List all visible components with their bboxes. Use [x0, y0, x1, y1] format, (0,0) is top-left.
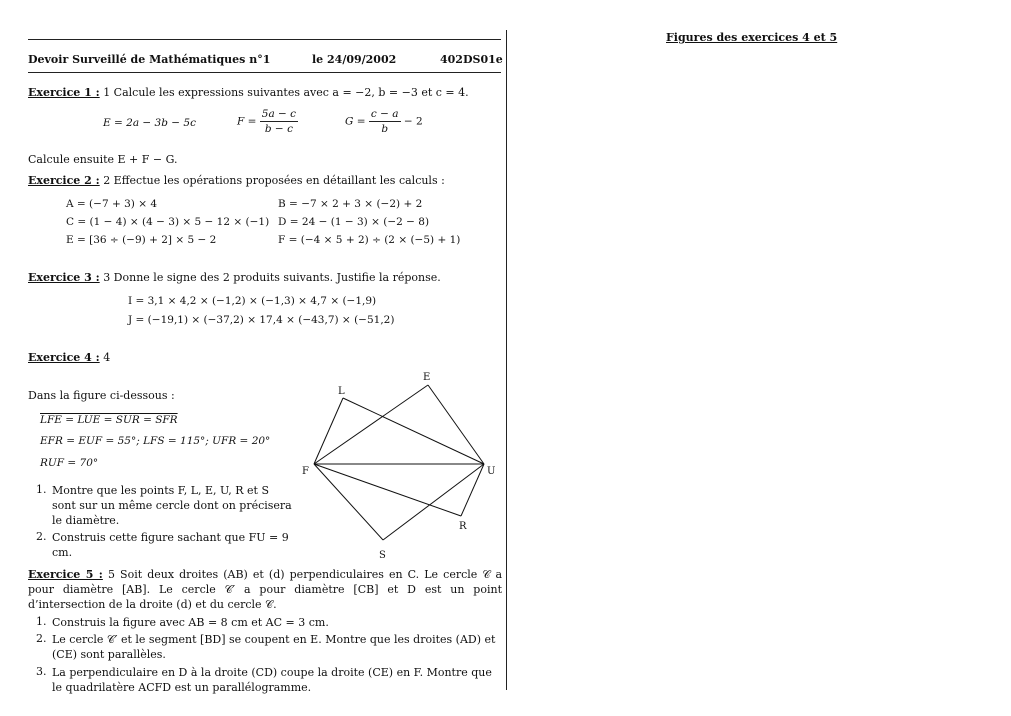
- ex3-label: Exercice 3 :: [28, 271, 100, 284]
- ex5-item-num-1: 1.: [36, 615, 47, 628]
- ex2-D: D = 24 − (1 − 3) × (−2 − 8): [278, 216, 430, 228]
- ex5-text: 5 Soit deux droites (AB) et (d) perpendiculaires en C. Le cercle 𝒞 a pour diamètre [AB]. Le cercle 𝒞′ a pour diamètre [CB] et D est un point d’intersection de la droite (d) et du cercle 𝒞.: [28, 568, 503, 611]
- ex4-item-num-2: 2.: [36, 530, 47, 543]
- ex5-item-1: Construis la figure avec AB = 8 cm et AC = 3 cm.: [52, 616, 329, 629]
- segment-F-S: [314, 464, 383, 540]
- ex1-F-lhs: F =: [237, 115, 257, 128]
- ex5-item-num-3: 3.: [36, 665, 47, 678]
- ex1-G-denominator: b: [381, 123, 389, 135]
- ex1-F-fraction: [260, 107, 298, 136]
- ex1-F-numerator: 5a − c: [261, 108, 297, 120]
- ex4-intro: Dans la figure ci-dessous :: [28, 389, 175, 402]
- ex2-text: 2 Effectue les opérations proposées en détaillant les calculs :: [103, 174, 445, 187]
- ex1-G-tail: − 2: [403, 115, 423, 128]
- ex4-item-num-1: 1.: [36, 483, 47, 496]
- ex5-label: Exercice 5 :: [28, 568, 103, 581]
- header-bottom-rule: [28, 72, 501, 73]
- ex3-I: I = 3,1 × 4,2 × (−1,2) × (−1,3) × 4,7 × (−1,9): [128, 295, 377, 307]
- ex2-E: E = [36 ÷ (−9) + 2] × 5 − 2: [66, 234, 217, 246]
- point-label-F: F: [302, 466, 309, 477]
- header-top-rule: [28, 39, 501, 40]
- ex1-text: 1 Calcule les expressions suivantes avec a = −2, b = −3 et c = 4.: [103, 86, 469, 99]
- right-panel-title: Figures des exercices 4 et 5: [666, 31, 838, 44]
- ex4-num: 4: [103, 351, 111, 364]
- ex4-statement: [28, 351, 110, 364]
- ex5-item-3: La perpendiculaire en D à la droite (CD) coupe la droite (CE) en F. Montre que le quadrilatère ACFD est un parallélogramme.: [52, 666, 492, 694]
- ex1-G-fraction: [369, 107, 401, 136]
- ex4-item-1: Montre que les points F, L, E, U, R et S sont sur un même cercle dont on précisera le diamètre.: [52, 484, 292, 527]
- point-label-U: U: [487, 466, 496, 477]
- point-label-R: R: [459, 521, 467, 532]
- segment-E-U: [428, 385, 484, 464]
- ex1-statement: [28, 86, 469, 99]
- ex4-angles-line2: EFR = EUF = 55°; LFS = 115°; UFR = 20°: [40, 435, 271, 447]
- ex5-item-2: Le cercle 𝒞′ et le segment [BD] se coupent en E. Montre que les droites (AD) et (CE) sont parallèles.: [52, 633, 496, 661]
- ex1-expr-F: [237, 107, 298, 136]
- segment-S-U: [383, 464, 484, 540]
- ex3-statement: [28, 271, 441, 284]
- ex4-item-2: Construis cette figure sachant que FU = 9 cm.: [52, 531, 289, 559]
- header-title: Devoir Surveillé de Mathématiques n°1: [28, 53, 271, 66]
- ex2-label: Exercice 2 :: [28, 174, 100, 187]
- ex2-A: A = (−7 + 3) × 4: [66, 198, 158, 210]
- ex1-expr-G: [345, 107, 423, 136]
- ex2-statement: [28, 174, 445, 187]
- point-label-E: E: [423, 372, 431, 383]
- ex1-G-lhs: G =: [345, 115, 366, 128]
- ex2-B: B = −7 × 2 + 3 × (−2) + 2: [278, 198, 423, 210]
- ex3-text: 3 Donne le signe des 2 produits suivants. Justifie la réponse.: [103, 271, 441, 284]
- ex4-label: Exercice 4 :: [28, 351, 100, 364]
- ex1-G-numerator: c − a: [370, 108, 399, 120]
- header-code: 402DS01e: [440, 53, 503, 66]
- segment-U-R: [461, 464, 484, 516]
- point-label-L: L: [338, 386, 345, 397]
- ex2-C: C = (1 − 4) × (4 − 3) × 5 − 12 × (−1): [66, 216, 270, 228]
- ex4-figure: [298, 368, 508, 568]
- column-separator: [506, 30, 507, 690]
- ex1-F-denominator: b − c: [264, 123, 293, 135]
- ex1-label: Exercice 1 :: [28, 86, 100, 99]
- segment-F-R: [314, 464, 461, 516]
- ex5-item-num-2: 2.: [36, 632, 47, 645]
- segment-L-U: [343, 398, 484, 464]
- ex1-expr-E: E = 2a − 3b − 5c: [103, 117, 196, 129]
- ex4-angles-line3: RUF = 70°: [40, 457, 99, 469]
- ex5-statement: [28, 567, 502, 612]
- ex4-angles-line1: LFE = LUE = SUR = SFR: [40, 414, 178, 426]
- ex2-F: F = (−4 × 5 + 2) ÷ (2 × (−5) + 1): [278, 234, 461, 246]
- ex3-J: J = (−19,1) × (−37,2) × 17,4 × (−43,7) × (−51,2): [128, 314, 395, 326]
- ex1-then: Calcule ensuite E + F − G.: [28, 153, 178, 166]
- header-date: le 24/09/2002: [312, 53, 397, 66]
- point-label-S: S: [379, 550, 386, 561]
